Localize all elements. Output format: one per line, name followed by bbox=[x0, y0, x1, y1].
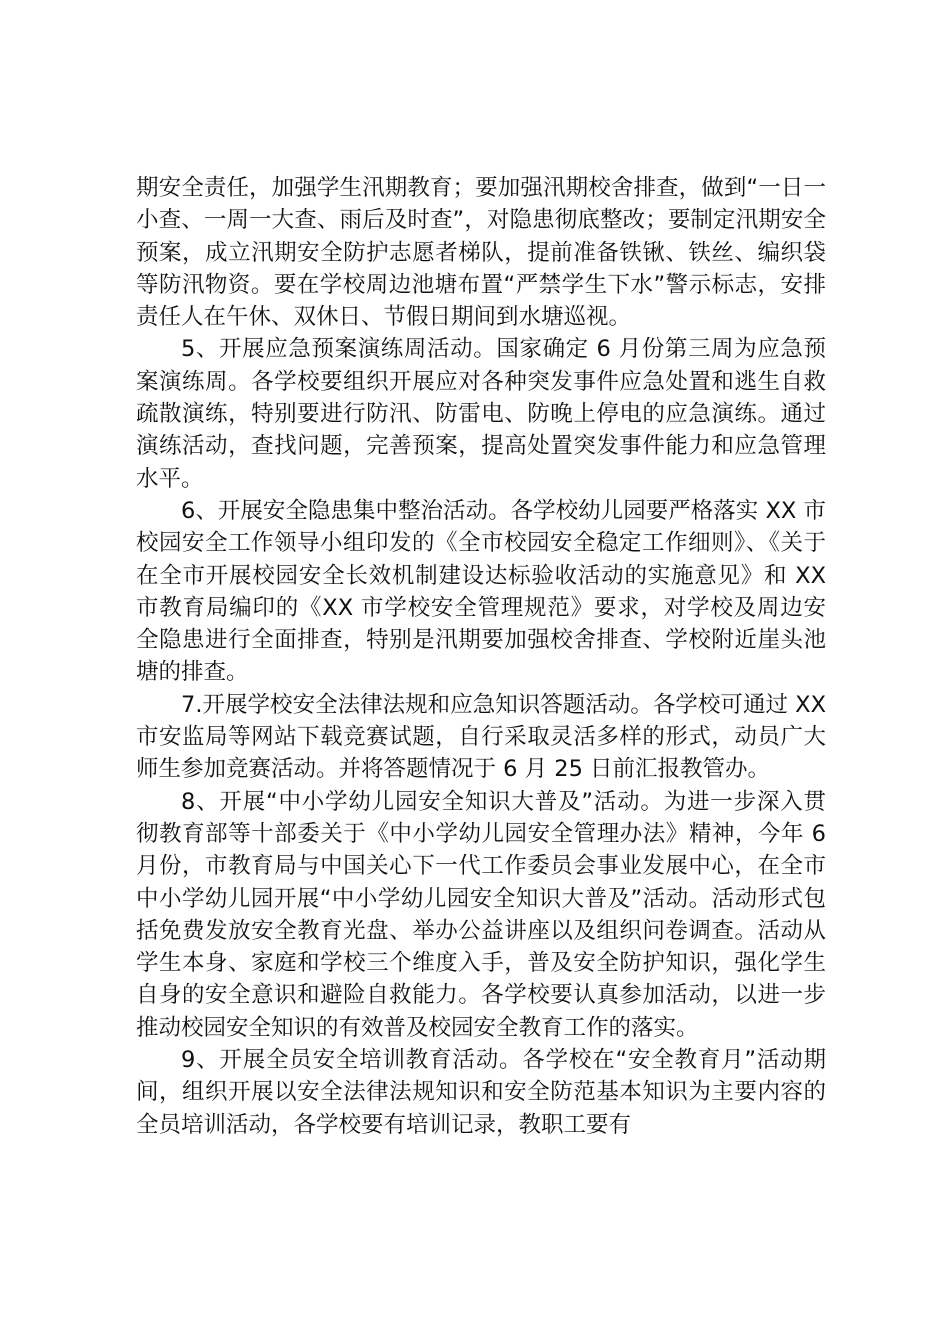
paragraph-item-9: 9、开展全员安全培训教育活动。各学校在“安全教育月”活动期间，组织开展以安全法律法规知识和安全防范基本知识为主要内容的全员培训活动，各学校要有培训记录，教职工要有 bbox=[136, 1047, 826, 1138]
document-body bbox=[136, 172, 826, 1141]
paragraph-item-5: 5、开展应急预案演练周活动。国家确定 6 月份第三周为应急预案演练周。各学校要组织开展应对各种突发事件应急处置和逃生自救疏散演练，特别要进行防汛、防雷电、防晚上停电的应急演练。通过演练活动，查找问题，完善预案，提高处置突发事件能力和应急管理水平。 bbox=[136, 336, 826, 492]
paragraph-item-8: 8、开展“中小学幼儿园安全知识大普及”活动。为进一步深入贯彻教育部等十部委关于《中小学幼儿园安全管理办法》精神，今年 6 月份，市教育局与中国关心下一代工作委员会事业发展中心，在全市中小学幼儿园开展“中小学幼儿园安全知识大普及”活动。活动形式包括免费发放安全教育光盘、举办公益讲座以及组织问卷调查。活动从学生本身、家庭和学校三个维度入手，普及安全防护知识，强化学生自身的安全意识和避险自救能力。各学校要认真参加活动，以进一步推动校园安全知识的有效普及校园安全教育工作的落实。 bbox=[136, 788, 826, 1041]
paragraph-item-7: 7.开展学校安全法律法规和应急知识答题活动。各学校可通过 XX 市安监局等网站下载竞赛试题，自行采取灵活多样的形式，动员广大师生参加竞赛活动。并将答题情况于 6 月 25 日前汇报教管办。 bbox=[136, 691, 826, 783]
paragraph-item-6: 6、开展安全隐患集中整治活动。各学校幼儿园要严格落实 XX 市校园安全工作领导小组印发的《全市校园安全稳定工作细则》、《关于在全市开展校园安全长效机制建设达标验收活动的实施意见》和 XX 市教育局编印的《XX 市学校安全管理规范》要求，对学校及周边安全隐患进行全面排查，特别是汛期要加强校舍排查、学校附近崖头池塘的排查。 bbox=[136, 497, 826, 686]
paragraph-continuation: 期安全责任，加强学生汛期教育；要加强汛期校舍排查，做到“一日一小查、一周一大查、雨后及时查”，对隐患彻底整改；要制定汛期安全预案，成立汛期安全防护志愿者梯队，提前准备铁锹、铁丝、编织袋等防汛物资。要在学校周边池塘布置“严禁学生下水”警示标志，安排责任人在午休、双休日、节假日期间到水塘巡视。 bbox=[136, 175, 826, 331]
